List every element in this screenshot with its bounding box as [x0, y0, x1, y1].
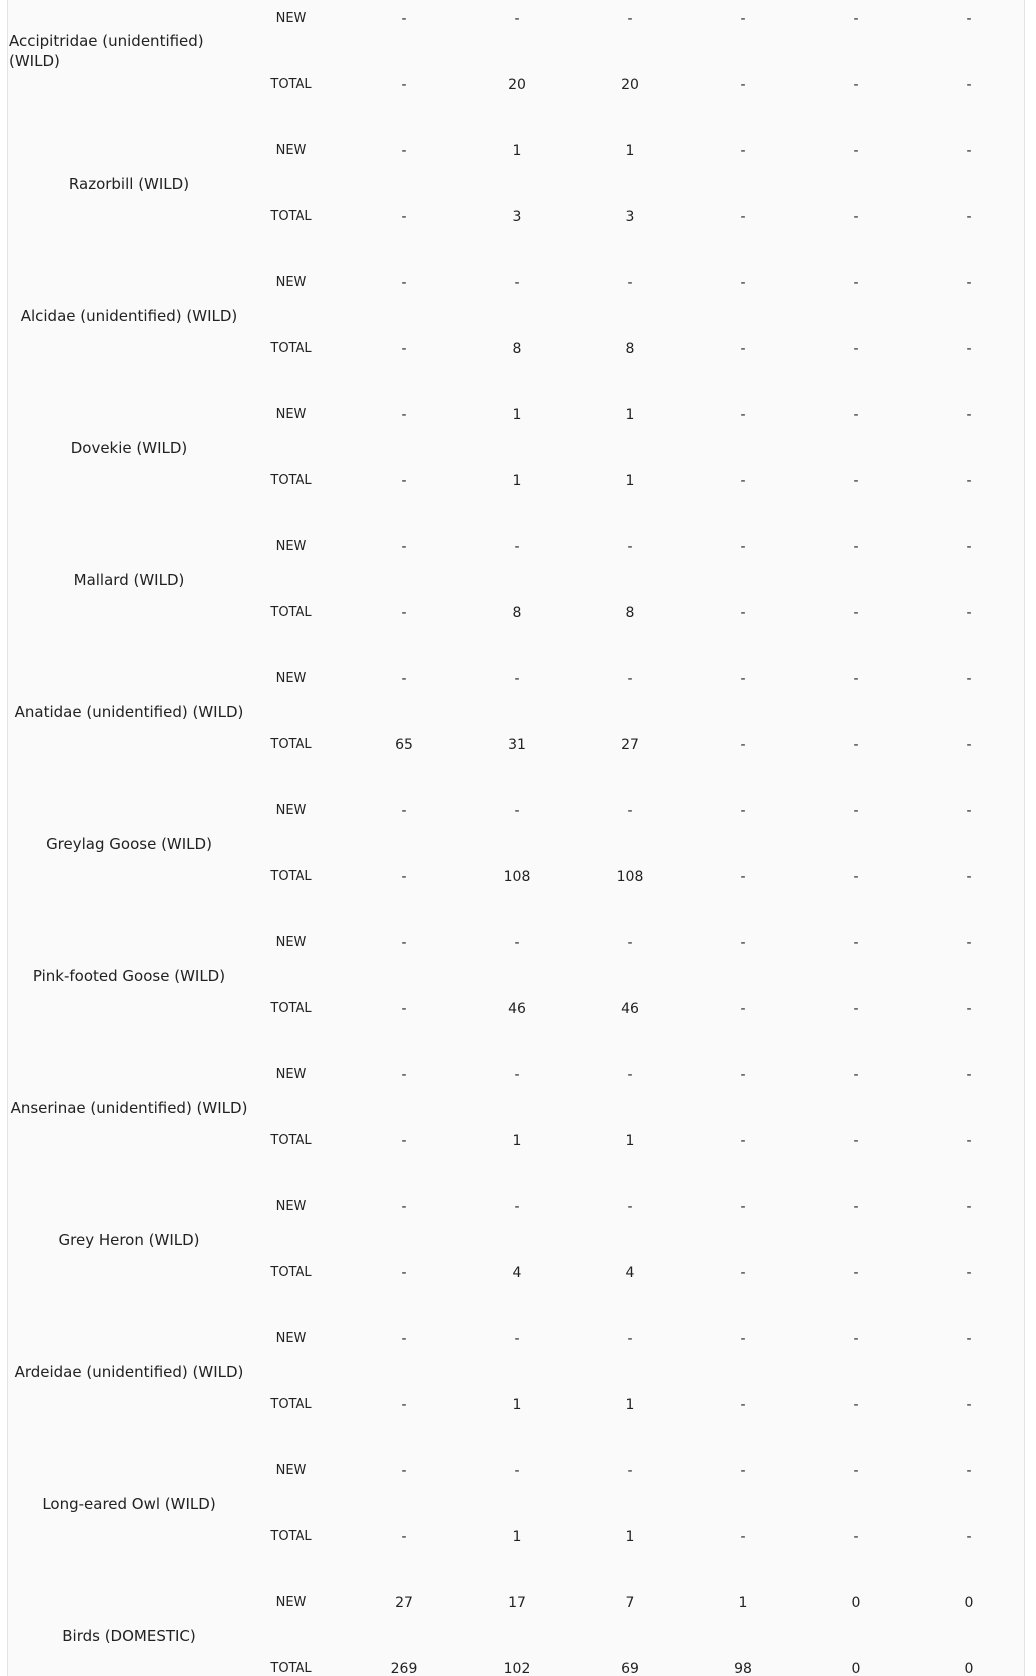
new-row	[8, 405, 1025, 425]
value-cell: -	[401, 1397, 407, 1413]
value-cell: 31	[508, 737, 526, 753]
new-row	[8, 1593, 1025, 1613]
total-row	[8, 1527, 1025, 1547]
species-label: Alcidae (unidentified) (WILD)	[20, 307, 238, 325]
value-cell: -	[401, 341, 407, 357]
row-type-label: TOTAL	[270, 869, 312, 884]
value-cell: -	[401, 1067, 407, 1083]
value-cell: -	[853, 1331, 859, 1347]
value-cell: 0	[964, 1595, 974, 1611]
value-cell: -	[514, 803, 520, 819]
value-cell: -	[740, 1067, 746, 1083]
value-cell: -	[401, 1133, 407, 1149]
row-type-label: TOTAL	[270, 737, 312, 752]
new-row	[8, 1197, 1025, 1217]
value-cell: -	[740, 737, 746, 753]
new-row	[8, 9, 1025, 29]
species-label: Accipitridae (unidentified) (WILD)	[9, 32, 204, 70]
value-cell: -	[966, 935, 972, 951]
value-cell: -	[853, 1529, 859, 1545]
value-cell: -	[853, 11, 859, 27]
species-label: Razorbill (WILD)	[68, 175, 190, 193]
value-cell: -	[966, 1001, 972, 1017]
species-label: Anatidae (unidentified) (WILD)	[14, 703, 244, 721]
value-cell: 65	[395, 737, 413, 753]
value-cell: 46	[621, 1001, 639, 1017]
new-row	[8, 1329, 1025, 1349]
value-cell: -	[740, 1199, 746, 1215]
value-cell: -	[401, 275, 407, 291]
value-cell: 3	[625, 209, 635, 225]
value-cell: -	[966, 341, 972, 357]
value-cell: -	[966, 11, 972, 27]
value-cell: -	[966, 1397, 972, 1413]
value-cell: 20	[508, 77, 526, 93]
total-row	[8, 735, 1025, 755]
value-cell: -	[853, 407, 859, 423]
value-cell: -	[853, 1199, 859, 1215]
value-cell: 0	[851, 1595, 861, 1611]
species-label: Dovekie (WILD)	[70, 439, 188, 457]
value-cell: -	[853, 341, 859, 357]
value-cell: -	[740, 341, 746, 357]
row-type-label: TOTAL	[270, 1397, 312, 1412]
row-type-label: NEW	[275, 143, 307, 158]
value-cell: -	[740, 605, 746, 621]
value-cell: 27	[621, 737, 639, 753]
row-type-label: TOTAL	[270, 209, 312, 224]
value-cell: -	[853, 869, 859, 885]
value-cell: -	[966, 1529, 972, 1545]
value-cell: -	[853, 539, 859, 555]
value-cell: -	[853, 473, 859, 489]
value-cell: -	[627, 1331, 633, 1347]
value-cell: -	[401, 1265, 407, 1281]
value-cell: 1	[512, 1397, 522, 1413]
value-cell: -	[514, 1463, 520, 1479]
row-type-label: TOTAL	[270, 473, 312, 488]
row-type-label: NEW	[275, 275, 307, 290]
new-row	[8, 1065, 1025, 1085]
row-type-label: NEW	[275, 11, 307, 26]
value-cell: -	[966, 77, 972, 93]
row-type-label: TOTAL	[270, 1133, 312, 1148]
value-cell: -	[853, 1463, 859, 1479]
species-label: Grey Heron (WILD)	[58, 1231, 200, 1249]
value-cell: 1	[512, 473, 522, 489]
row-type-label: NEW	[275, 671, 307, 686]
value-cell: 1	[625, 143, 635, 159]
value-cell: 4	[512, 1265, 522, 1281]
value-cell: -	[966, 671, 972, 687]
new-row	[8, 141, 1025, 161]
new-row	[8, 537, 1025, 557]
value-cell: 7	[625, 1595, 635, 1611]
value-cell: 20	[621, 77, 639, 93]
row-type-label: NEW	[275, 1067, 307, 1082]
value-cell: -	[966, 1199, 972, 1215]
outbreak-table	[7, 0, 1025, 1676]
species-label: Greylag Goose (WILD)	[46, 835, 212, 853]
value-cell: -	[966, 869, 972, 885]
value-cell: -	[853, 143, 859, 159]
total-row	[8, 1131, 1025, 1151]
value-cell: -	[853, 1067, 859, 1083]
total-row	[8, 867, 1025, 887]
new-row	[8, 273, 1025, 293]
value-cell: -	[627, 539, 633, 555]
value-cell: -	[853, 209, 859, 225]
value-cell: -	[966, 1265, 972, 1281]
value-cell: -	[966, 1067, 972, 1083]
value-cell: -	[966, 1331, 972, 1347]
value-cell: -	[853, 935, 859, 951]
value-cell: -	[966, 539, 972, 555]
value-cell: -	[853, 1001, 859, 1017]
value-cell: -	[401, 1529, 407, 1545]
value-cell: -	[401, 77, 407, 93]
row-type-label: NEW	[275, 1463, 307, 1478]
value-cell: -	[401, 143, 407, 159]
value-cell: -	[514, 671, 520, 687]
species-label: Ardeidae (unidentified) (WILD)	[14, 1363, 244, 1381]
value-cell: 3	[512, 209, 522, 225]
species-label: Anserinae (unidentified) (WILD)	[10, 1099, 248, 1117]
value-cell: -	[853, 1265, 859, 1281]
species-label: Long-eared Owl (WILD)	[42, 1495, 216, 1513]
value-cell: -	[627, 1067, 633, 1083]
value-cell: 69	[621, 1661, 639, 1676]
value-cell: -	[740, 1265, 746, 1281]
value-cell: -	[853, 737, 859, 753]
value-cell: 1	[625, 1133, 635, 1149]
value-cell: -	[966, 407, 972, 423]
value-cell: -	[627, 1463, 633, 1479]
value-cell: -	[514, 539, 520, 555]
value-cell: -	[740, 869, 746, 885]
value-cell: 8	[512, 605, 522, 621]
row-type-label: TOTAL	[270, 77, 312, 92]
value-cell: -	[401, 605, 407, 621]
value-cell: -	[966, 605, 972, 621]
value-cell: 1	[625, 407, 635, 423]
value-cell: 17	[508, 1595, 526, 1611]
total-row	[8, 1659, 1025, 1676]
value-cell: -	[740, 143, 746, 159]
value-cell: 108	[503, 869, 531, 885]
value-cell: -	[966, 1133, 972, 1149]
value-cell: 1	[512, 1133, 522, 1149]
value-cell: -	[514, 1331, 520, 1347]
value-cell: -	[627, 671, 633, 687]
total-row	[8, 999, 1025, 1019]
value-cell: 46	[508, 1001, 526, 1017]
value-cell: -	[401, 1463, 407, 1479]
row-type-label: NEW	[275, 1595, 307, 1610]
value-cell: -	[740, 1397, 746, 1413]
row-type-label: NEW	[275, 1199, 307, 1214]
value-cell: -	[401, 539, 407, 555]
value-cell: -	[740, 1331, 746, 1347]
value-cell: 4	[625, 1265, 635, 1281]
value-cell: 0	[851, 1661, 861, 1676]
value-cell: -	[966, 473, 972, 489]
species-label: Birds (DOMESTIC)	[62, 1627, 196, 1645]
row-type-label: NEW	[275, 1331, 307, 1346]
value-cell: -	[627, 11, 633, 27]
total-row	[8, 207, 1025, 227]
value-cell: -	[853, 77, 859, 93]
total-row	[8, 339, 1025, 359]
new-row	[8, 933, 1025, 953]
value-cell: -	[401, 473, 407, 489]
value-cell: 1	[738, 1595, 748, 1611]
value-cell: -	[740, 209, 746, 225]
value-cell: -	[740, 275, 746, 291]
row-type-label: TOTAL	[270, 1265, 312, 1280]
value-cell: -	[740, 539, 746, 555]
total-row	[8, 75, 1025, 95]
value-cell: 27	[395, 1595, 413, 1611]
value-cell: 8	[625, 605, 635, 621]
value-cell: -	[627, 1199, 633, 1215]
value-cell: -	[514, 275, 520, 291]
value-cell: -	[740, 77, 746, 93]
value-cell: -	[853, 671, 859, 687]
value-cell: -	[740, 473, 746, 489]
value-cell: -	[401, 869, 407, 885]
value-cell: -	[401, 803, 407, 819]
value-cell: -	[401, 1199, 407, 1215]
value-cell: -	[853, 1397, 859, 1413]
value-cell: -	[627, 803, 633, 819]
value-cell: -	[740, 803, 746, 819]
row-type-label: NEW	[275, 407, 307, 422]
total-row	[8, 1395, 1025, 1415]
value-cell: -	[401, 1331, 407, 1347]
row-type-label: NEW	[275, 539, 307, 554]
row-type-label: NEW	[275, 803, 307, 818]
value-cell: -	[514, 1067, 520, 1083]
row-type-label: TOTAL	[270, 1661, 312, 1676]
value-cell: -	[401, 671, 407, 687]
new-row	[8, 1461, 1025, 1481]
value-cell: -	[966, 209, 972, 225]
total-row	[8, 1263, 1025, 1283]
value-cell: -	[966, 275, 972, 291]
new-row	[8, 801, 1025, 821]
value-cell: 102	[503, 1661, 531, 1676]
value-cell: -	[514, 935, 520, 951]
value-cell: 1	[512, 1529, 522, 1545]
value-cell: -	[401, 935, 407, 951]
value-cell: -	[627, 275, 633, 291]
row-type-label: TOTAL	[270, 341, 312, 356]
row-type-label: TOTAL	[270, 1529, 312, 1544]
value-cell: 108	[616, 869, 644, 885]
value-cell: 1	[625, 1397, 635, 1413]
new-row	[8, 669, 1025, 689]
total-row	[8, 471, 1025, 491]
value-cell: 1	[512, 143, 522, 159]
value-cell: -	[740, 407, 746, 423]
value-cell: 269	[390, 1661, 418, 1676]
value-cell: -	[740, 671, 746, 687]
row-type-label: TOTAL	[270, 605, 312, 620]
value-cell: -	[740, 11, 746, 27]
value-cell: -	[740, 1529, 746, 1545]
value-cell: -	[853, 803, 859, 819]
value-cell: -	[401, 209, 407, 225]
value-cell: -	[966, 737, 972, 753]
total-row	[8, 603, 1025, 623]
value-cell: -	[401, 407, 407, 423]
value-cell: -	[514, 11, 520, 27]
row-type-label: TOTAL	[270, 1001, 312, 1016]
value-cell: -	[740, 1463, 746, 1479]
value-cell: -	[401, 11, 407, 27]
value-cell: 8	[512, 341, 522, 357]
value-cell: -	[966, 143, 972, 159]
value-cell: 98	[734, 1661, 752, 1676]
value-cell: -	[740, 1001, 746, 1017]
value-cell: -	[627, 935, 633, 951]
species-label: Mallard (WILD)	[73, 571, 185, 589]
value-cell: -	[740, 935, 746, 951]
species-label: Pink-footed Goose (WILD)	[32, 967, 226, 985]
value-cell: -	[966, 1463, 972, 1479]
value-cell: -	[853, 275, 859, 291]
value-cell: -	[514, 1199, 520, 1215]
value-cell: 0	[964, 1661, 974, 1676]
value-cell: 1	[512, 407, 522, 423]
value-cell: -	[401, 1001, 407, 1017]
value-cell: -	[740, 1133, 746, 1149]
value-cell: -	[853, 1133, 859, 1149]
value-cell: 1	[625, 1529, 635, 1545]
value-cell: 8	[625, 341, 635, 357]
value-cell: -	[966, 803, 972, 819]
value-cell: -	[853, 605, 859, 621]
row-type-label: NEW	[275, 935, 307, 950]
value-cell: 1	[625, 473, 635, 489]
